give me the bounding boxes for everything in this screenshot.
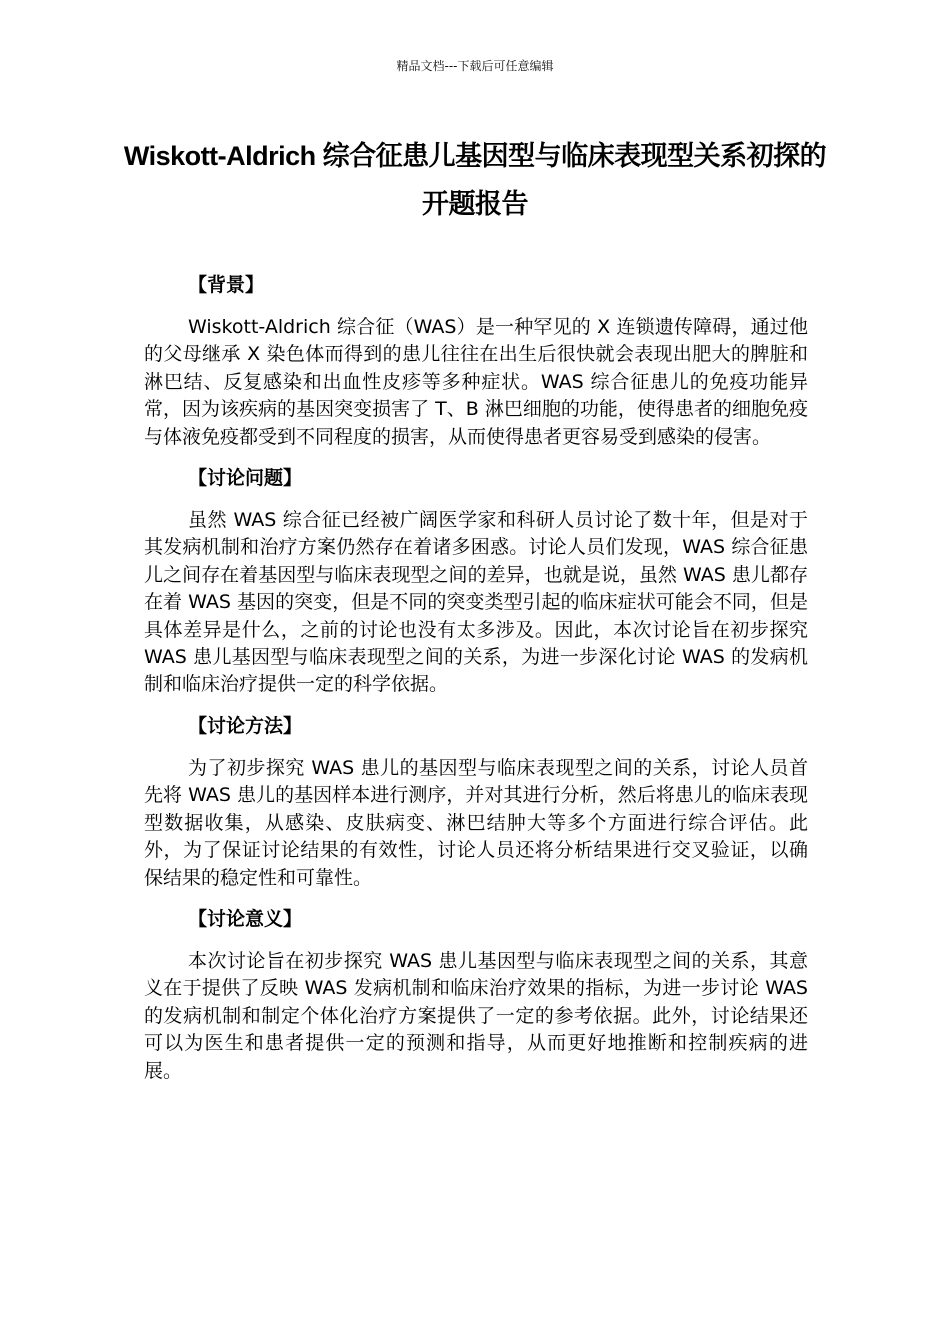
document-title: Wiskott-Aldrich 综合征患儿基因型与临床表现型关系初探的开题报告 <box>123 141 827 219</box>
section-discussion-significance <box>144 904 808 1085</box>
section-heading: 【讨论方法】 <box>188 714 303 737</box>
section-background <box>144 270 808 451</box>
section-heading: 【讨论意义】 <box>188 907 303 930</box>
section-paragraph: Wiskott-Aldrich 综合征（WAS）是一种罕见的 X 连锁遗传障碍，通过他的父母继承 X 染色体而得到的患儿往往在出生后很快就会表现出肥大的脾脏和淋巴结、反复感染和出血性皮疹等多种症状。WAS 综合征患儿的免疫功能异常，因为该疾病的基因突变损害了 T、B 淋巴细胞的功能，使得患者的细胞免疫与体液免疫都受到不同程度的损害，从而使得患者更容易受到感染的侵害。 <box>144 316 808 448</box>
section-paragraph: 本次讨论旨在初步探究 WAS 患儿基因型与临床表现型之间的关系，其意义在于提供了反映 WAS 发病机制和临床治疗效果的指标，为进一步讨论 WAS 的发病机制和制定个体化治疗方案提供了一定的参考依据。此外，讨论结果还可以为医生和患者提供一定的预测和指导，从而更好地推断和控制疾病的进展。 <box>144 949 808 1082</box>
section-heading: 【背景】 <box>188 274 265 296</box>
page-header: 精品文档---下载后可任意编辑 <box>396 59 554 73</box>
section-paragraph: 虽然 WAS 综合征已经被广阔医学家和科研人员讨论了数十年，但是对于其发病机制和治疗方案仍然存在着诸多困惑。讨论人员们发现，WAS 综合征患儿之间存在着基因型与临床表现型之间的差异，也就是说，虽然 WAS 患儿都存在着 WAS 基因的突变，但是不同的突变类型引起的临床症状可能会不同，但是具体差异是什么，之前的讨论也没有太多涉及。因此，本次讨论旨在初步探究 WAS 患儿基因型与临床表现型之间的关系，为进一步深化讨论 WAS 的发病机制和临床治疗提供一定的科学依据。 <box>144 509 808 696</box>
section-heading: 【讨论问题】 <box>188 467 303 490</box>
section-discussion-method <box>144 711 808 892</box>
section-paragraph: 为了初步探究 WAS 患儿的基因型与临床表现型之间的关系，讨论人员首先将 WAS 患儿的基因样本进行测序，并对其进行分析，然后将患儿的临床表现型数据收集，从感染、皮肤病变、淋巴结肿大等多个方面进行综合评估。此外，为了保证讨论结果的有效性，讨论人员还将分析结果进行交叉验证，以确保结果的稳定性和可靠性。 <box>144 756 808 889</box>
section-discussion-question <box>144 463 808 699</box>
document-body <box>144 270 808 1097</box>
